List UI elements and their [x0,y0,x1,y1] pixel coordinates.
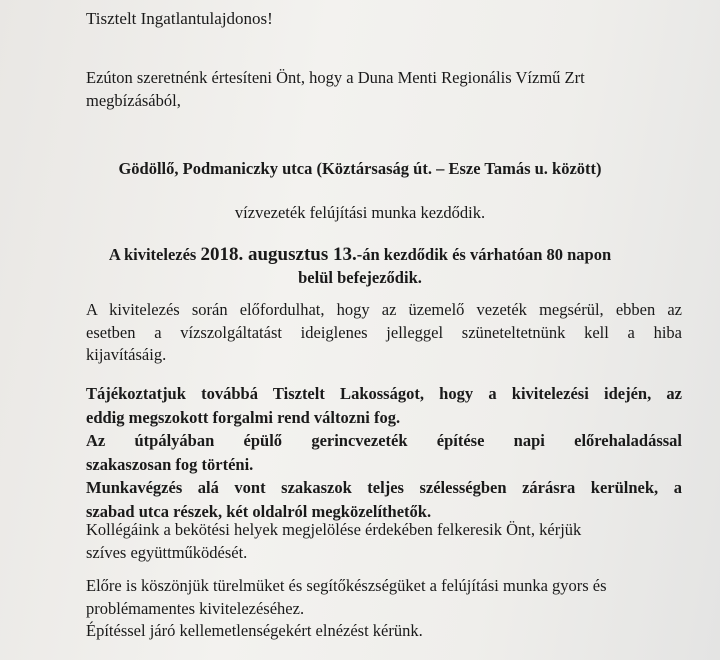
paragraph-line: problémamentes kivitelezéséhez. [86,598,305,618]
paragraph-line: Munkavégzés alá vont szakaszok teljes szélességben zárásra kerülnek, a [86,478,682,497]
paragraph-line: Előre is köszönjük türelmüket és segítőkészségüket a felújítási munka gyors és [86,576,607,595]
schedule-pre: A kivitelezés [108,245,201,264]
paragraph-line: eddig megszokott forgalmi rend változni fog. [86,407,401,427]
traffic-paragraph [86,382,682,523]
schedule-post: -án kezdődik és várhatóan 80 napon [356,245,612,264]
paragraph-line: A kivitelezés során előfordulhat, hogy az üzemelő vezeték megsérül, ebben az [86,300,682,319]
schedule-line2: belül befejeződik. [298,268,422,287]
paragraph-line: Építéssel járó kellemetlenségekért elnézést kérünk. [86,621,423,640]
paragraph-line: esetben a vízszolgáltatást ideiglenes jelleggel szüneteltetnünk kell a hiba [86,322,682,342]
location: Gödöllő, Podmaniczky utca (Köztársaság út. – Esze Tamás u. között) [118,159,602,178]
intro-paragraph [86,67,681,112]
paragraph-line: Az útpályában épülő gerincvezeték építése napi előrehaladással [86,431,682,450]
colleagues-paragraph [86,519,682,564]
paragraph-line: szakaszosan fog történi. [86,454,254,474]
intro-line: Ezúton szeretnénk értesíteni Önt, hogy a Duna Menti Regionális Vízmű Zrt [86,68,585,87]
closing-paragraph [86,575,696,643]
disruption-paragraph [86,299,682,367]
paragraph-line: Kollégáink a bekötési helyek megjelölése érdekében felkeresik Önt, kérjük [86,520,582,539]
schedule [60,243,660,289]
work-description: vízvezeték felújítási munka kezdődik. [234,203,486,222]
paragraph-line: kijavításáig. [86,345,167,364]
intro-line: megbízásából, [86,90,181,110]
paragraph-line: szíves együttműködését. [86,542,248,562]
paragraph-line: szabad utca részek, két oldalról megközelíthetők. [86,501,432,521]
paragraph-line: Tájékoztatjuk továbbá Tisztelt Lakosságot, hogy a kivitelezési idején, az [86,384,682,403]
greeting: Tisztelt Ingatlantulajdonos! [86,9,273,28]
schedule-date: 2018. augusztus 13. [200,244,357,265]
